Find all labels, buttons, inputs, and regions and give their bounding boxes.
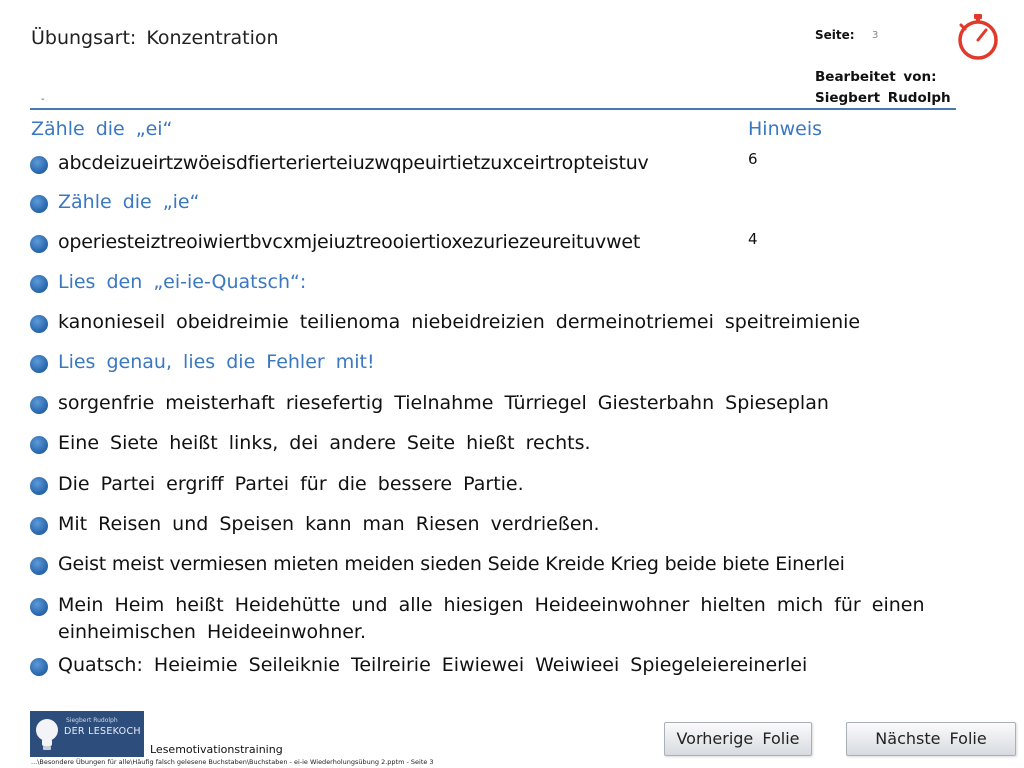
editor-label: Bearbeitet von:	[815, 69, 937, 85]
list-item	[30, 471, 524, 497]
nonsense-words: kanonieseil obeidreimie teilienoma niebeidreizien dermeinotriemei speitreimienie	[58, 311, 861, 333]
word-list-item: Geist meist vermiesen mieten meiden sieden Seide Kreide Krieg beide biete Einerlei	[58, 553, 845, 575]
lesekoch-logo	[30, 711, 144, 757]
instruction-read-errors: Lies genau, lies die Fehler mit!	[58, 351, 375, 373]
logo-brand: DER LESEKOCH	[64, 726, 141, 737]
list-item	[30, 269, 306, 295]
hint-column-header: Hinweis	[748, 118, 823, 140]
bullet-icon[interactable]	[30, 658, 48, 676]
hint-answer-ie: 4	[748, 230, 758, 248]
next-slide-button[interactable]: Nächste Folie	[846, 722, 1016, 756]
list-item	[30, 511, 600, 537]
hint-answer-ei: 6	[748, 150, 758, 168]
page-number: 3	[872, 30, 879, 41]
list-item	[30, 592, 958, 646]
page-label: Seite:	[815, 28, 855, 42]
header-divider	[30, 108, 956, 110]
list-item	[30, 551, 845, 577]
exercise-type-title: Übungsart: Konzentration	[31, 27, 279, 49]
nonsense-item: Quatsch: Heieimie Seileiknie Teilreirie Eiwiewei Weiwieei Spiegeleiereinerlei	[58, 654, 808, 676]
letter-sequence-ei: abcdeizueirtzwöeisdfierterierteiuzwqpeuirtietzuxceirtropteistuv	[58, 152, 649, 174]
list-item	[30, 430, 591, 456]
logo-author: Siegbert Rudolph	[66, 717, 118, 724]
list-item	[30, 309, 860, 335]
lightbulb-icon	[34, 717, 60, 753]
bullet-icon[interactable]	[30, 477, 48, 495]
bullet-icon[interactable]	[30, 396, 48, 414]
sentence-item: Mit Reisen und Speisen kann man Riesen verdrießen.	[58, 513, 600, 535]
file-path: ...\Besondere Übungen für alle\Häufig falsch gelesene Buchstaben\Buchstaben - ei-ie Wiederholungsübung 2.pptm - Seite 3	[31, 758, 434, 766]
list-item	[30, 349, 375, 375]
sentence-item: Die Partei ergriff Partei für die bessere Partie.	[58, 473, 524, 495]
stopwatch-icon[interactable]	[955, 13, 1001, 61]
list-item	[30, 189, 199, 215]
instruction-count-ie: Zähle die „ie“	[58, 191, 200, 213]
bullet-icon[interactable]	[30, 235, 48, 253]
list-item	[30, 652, 807, 678]
bullet-icon[interactable]	[30, 436, 48, 454]
editor-block	[815, 67, 951, 109]
sentence-item: Mein Heim heißt Heidehütte und alle hiesigen Heideeinwohner hielten mich für einen einheimischen Heideeinwohner.	[58, 594, 925, 643]
instruction-read-nonsense: Lies den „ei-ie-Quatsch“:	[58, 271, 307, 293]
previous-slide-button[interactable]: Vorherige Folie	[664, 722, 812, 756]
footer-title: Lesemotivationstraining	[150, 743, 283, 756]
list-item	[30, 390, 829, 416]
sentence-item: Eine Siete heißt links, dei andere Seite hießt rechts.	[58, 432, 591, 454]
bullet-icon[interactable]	[30, 355, 48, 373]
bullet-icon[interactable]	[30, 315, 48, 333]
error-words: sorgenfrie meisterhaft riesefertig Tielnahme Türriegel Giesterbahn Spieseplan	[58, 392, 829, 414]
dash-mark: -	[41, 94, 45, 105]
bullet-icon[interactable]	[30, 275, 48, 293]
letter-sequence-ie: operiesteiztreoiwiertbvcxmjeiuztreooiertioxezuriezeureituvwet	[58, 231, 641, 253]
bullet-icon[interactable]	[30, 598, 48, 616]
bullet-icon[interactable]	[30, 517, 48, 535]
bullet-icon[interactable]	[30, 195, 48, 213]
editor-name: Siegbert Rudolph	[815, 90, 951, 106]
exercise-heading: Zähle die „ei“	[31, 118, 173, 140]
list-item	[30, 229, 640, 255]
bullet-icon[interactable]	[30, 156, 48, 174]
bullet-icon[interactable]	[30, 557, 48, 575]
list-item	[30, 150, 649, 176]
